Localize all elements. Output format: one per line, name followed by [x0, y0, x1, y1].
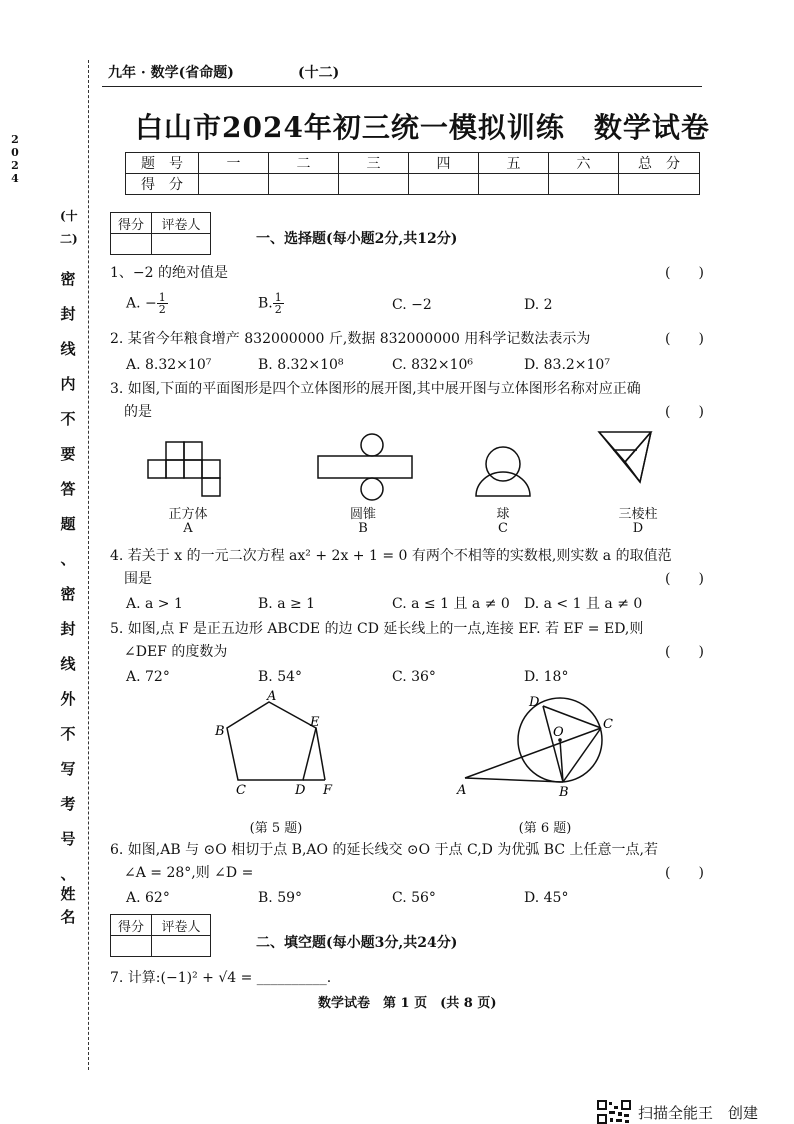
q6-option-c[interactable]: C. 56° — [392, 890, 436, 906]
q5-pentagon-figure — [205, 690, 355, 805]
fraction-numerator: 1 — [158, 291, 166, 304]
seal-char: 不 — [60, 725, 76, 743]
year-digit: 2 — [11, 133, 19, 146]
header-rule — [102, 86, 702, 87]
q2-stem: 2. 某省今年粮食增产 832000000 斤,数据 832000000 用科学记数法表示为 — [110, 331, 591, 347]
q7-stem: 7. 计算:(−1)² + √4 = — [110, 970, 257, 986]
q1-stem: 1、−2 的绝对值是 — [110, 265, 228, 281]
q1-option-a-fraction — [157, 292, 168, 315]
q3-caption-c: 球 — [496, 507, 510, 522]
year-digit: 0 — [11, 146, 19, 159]
subject-tag: 九年 · 数学(省命题) — [108, 65, 234, 81]
q3-caption-b: 圆锥 — [349, 507, 376, 522]
q4-option-a[interactable]: A. a > 1 — [126, 596, 183, 612]
q2-option-b[interactable]: B. 8.32×10⁸ — [258, 357, 344, 373]
cube-net-figure — [148, 442, 220, 496]
seal-char: 要 — [60, 445, 76, 463]
q6-label-a: A — [457, 783, 467, 798]
seal-char: 名 — [60, 908, 76, 926]
seal-char: 线 — [60, 340, 76, 358]
grader-name-cell[interactable] — [152, 936, 211, 957]
q5-stem-line1: 5. 如图,点 F 是正五边形 ABCDE 的边 CD 延长线上的一点,连接 EF. 若 EF = ED,则 — [110, 621, 644, 637]
q4-option-d[interactable]: D. a < 1 且 a ≠ 0 — [524, 596, 643, 612]
page-title: 白山市2024年初三统一模拟训练 数学试卷 — [135, 111, 710, 144]
score-cell[interactable] — [409, 174, 479, 195]
q5-option-a[interactable]: A. 72° — [126, 669, 170, 685]
seal-char: 考 — [60, 795, 76, 813]
grader-score-label: 得分 — [111, 915, 152, 936]
q1-option-a-prefix: A. − — [126, 295, 157, 312]
q5-label-e: E — [310, 715, 320, 730]
score-header-cell: 六 — [549, 153, 619, 174]
seal-char: 外 — [60, 690, 76, 708]
q7-answer-blank[interactable]: __________ — [256, 970, 327, 986]
seal-char: 不 — [60, 410, 76, 428]
seal-char: (十二) — [60, 209, 78, 246]
score-cell[interactable] — [619, 174, 700, 195]
q2-option-a[interactable]: A. 8.32×10⁷ — [126, 357, 212, 373]
seal-char: 姓 — [60, 885, 76, 903]
seal-char: 题 — [60, 515, 76, 533]
q4-stem-line1: 4. 若关于 x 的一元二次方程 ax² + 2x + 1 = 0 有两个不相等的实数根,则实数 a 的取值范 — [110, 548, 672, 564]
qr-code-icon — [597, 1100, 631, 1124]
score-header-cell: 四 — [409, 153, 479, 174]
grader-table-2 — [110, 914, 211, 957]
seal-char: 写 — [60, 760, 76, 778]
q5-label-f: F — [323, 783, 333, 798]
q5-option-d[interactable]: D. 18° — [524, 669, 569, 685]
section-1-title: 一、选择题(每小题2分,共12分) — [256, 231, 458, 247]
grader-score-cell[interactable] — [111, 936, 152, 957]
fraction-numerator: 1 — [274, 291, 282, 304]
q5-label-d: D — [295, 783, 306, 798]
q2-answer-paren[interactable]: ( ) — [665, 331, 704, 347]
grader-score-cell[interactable] — [111, 234, 152, 255]
seal-char: 密 — [60, 270, 76, 288]
q6-option-b[interactable]: B. 59° — [258, 890, 303, 906]
q6-circle-figure — [455, 690, 625, 805]
score-header-cell: 二 — [269, 153, 339, 174]
score-row-label: 得 分 — [126, 174, 199, 195]
cone-net-figure — [318, 434, 412, 500]
q1-option-d[interactable]: D. 2 — [524, 297, 553, 313]
score-cell[interactable] — [199, 174, 269, 195]
q5-label-c: C — [236, 783, 246, 798]
grader-score-label: 得分 — [111, 213, 152, 234]
q1-option-a[interactable] — [126, 292, 168, 315]
q6-stem-line2: ∠A = 28°,则 ∠D = — [124, 865, 254, 881]
q6-stem-line1: 6. 如图,AB 与 ⊙O 相切于点 B,AO 的延长线交 ⊙O 于点 C,D 为优弧 BC 上任意一点,若 — [110, 842, 658, 858]
q5-figure-caption: (第 5 题) — [249, 821, 303, 836]
grader-name-cell[interactable] — [152, 234, 211, 255]
q7-line — [110, 969, 331, 987]
seal-char: 线 — [60, 655, 76, 673]
q1-option-b-prefix: B. — [258, 295, 273, 312]
q2-option-d[interactable]: D. 83.2×10⁷ — [524, 357, 610, 373]
q3-letter-a: A — [183, 521, 193, 536]
q3-letter-b: B — [358, 521, 368, 536]
q4-option-c[interactable]: C. a ≤ 1 且 a ≠ 0 — [392, 596, 510, 612]
triangular-prism-net-figure — [599, 432, 651, 482]
seal-char: 封 — [60, 305, 76, 323]
year-digit: 2 — [11, 159, 19, 172]
q4-stem-line2: 围是 — [124, 571, 152, 587]
q5-option-c[interactable]: C. 36° — [392, 669, 436, 685]
q3-caption-a: 正方体 — [168, 507, 208, 522]
q1-option-b-fraction — [273, 292, 284, 315]
q3-caption-d: 三棱柱 — [618, 507, 658, 522]
grader-table — [110, 212, 211, 255]
score-cell[interactable] — [269, 174, 339, 195]
seal-char: 号 — [60, 830, 76, 848]
paper-number-tag: (十二) — [298, 65, 340, 81]
q5-answer-paren[interactable]: ( ) — [665, 644, 704, 660]
grader-name-label: 评卷人 — [152, 213, 211, 234]
fraction-denominator: 2 — [158, 303, 166, 316]
q5-stem-line2: ∠DEF 的度数为 — [124, 644, 228, 660]
q6-option-d[interactable]: D. 45° — [524, 890, 569, 906]
q5-option-b[interactable]: B. 54° — [258, 669, 303, 685]
q1-option-b[interactable] — [258, 292, 284, 315]
q3-stem-line1: 3. 如图,下面的平面图形是四个立体图形的展开图,其中展开图与立体图形名称对应正确 — [110, 381, 641, 397]
year-digit: 4 — [11, 172, 19, 185]
score-header-cell: 总 分 — [619, 153, 700, 174]
fraction-denominator: 2 — [274, 303, 282, 316]
score-table — [125, 152, 700, 195]
score-cell[interactable] — [479, 174, 549, 195]
seal-char: 内 — [60, 375, 76, 393]
q6-label-d: D — [529, 695, 540, 710]
seal-char: 封 — [60, 620, 76, 638]
q6-option-a[interactable]: A. 62° — [126, 890, 170, 906]
q7-end: . — [326, 970, 332, 986]
q6-label-o: O — [553, 725, 564, 740]
q1-answer-paren[interactable]: ( ) — [665, 265, 704, 281]
q3-letter-c: C — [498, 521, 508, 536]
scanner-watermark: 扫描全能王 创建 — [638, 1104, 759, 1122]
seal-line — [88, 60, 89, 1070]
q5-label-b: B — [215, 724, 225, 739]
q3-figures — [110, 420, 710, 510]
seal-char: 、 — [60, 865, 76, 883]
sphere-net-figure — [476, 447, 530, 496]
score-header-cell: 题 号 — [126, 153, 199, 174]
q6-figure-caption: (第 6 题) — [518, 821, 572, 836]
seal-char: 密 — [60, 585, 76, 603]
q6-label-b: B — [559, 785, 569, 800]
score-header-cell: 三 — [339, 153, 409, 174]
q1-option-c[interactable]: C. −2 — [392, 297, 432, 313]
page-footer: 数学试卷 第 1 页 (共 8 页) — [318, 996, 497, 1011]
score-header-cell: 一 — [199, 153, 269, 174]
q2-option-c[interactable]: C. 832×10⁶ — [392, 357, 473, 373]
q6-label-c: C — [603, 717, 613, 732]
score-header-cell: 五 — [479, 153, 549, 174]
score-cell[interactable] — [549, 174, 619, 195]
q4-option-b[interactable]: B. a ≥ 1 — [258, 596, 316, 612]
q6-answer-paren[interactable]: ( ) — [665, 865, 704, 881]
q3-letter-d: D — [632, 521, 644, 536]
q3-answer-paren[interactable]: ( ) — [665, 404, 704, 420]
seal-char: 答 — [60, 480, 76, 498]
q4-answer-paren[interactable]: ( ) — [665, 571, 704, 587]
q5-label-a: A — [267, 690, 277, 704]
q3-stem-line2: 的是 — [124, 404, 152, 420]
grader-name-label: 评卷人 — [152, 915, 211, 936]
score-cell[interactable] — [339, 174, 409, 195]
seal-char: 、 — [60, 550, 76, 568]
section-2-title: 二、填空题(每小题3分,共24分) — [256, 935, 458, 951]
